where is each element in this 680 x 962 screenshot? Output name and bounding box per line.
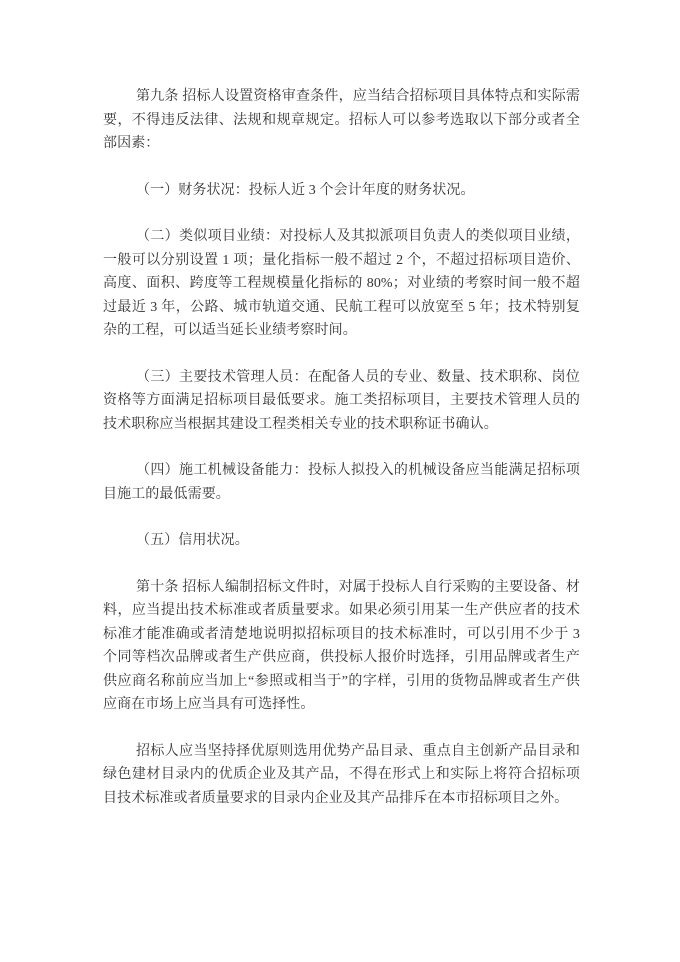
paragraph-item-4-construction-equipment: （四）施工机械设备能力：投标人拟投入的机械设备应当能满足招标项目施工的最低需要。	[103, 463, 580, 502]
paragraph-item-3-key-technical-staff: （三）主要技术管理人员：在配备人员的专业、数量、技术职称、岗位资格等方面满足招标项目最低要求。施工类招标项目，主要技术管理人员的技术职称应当根据其建设工程类相关专业的技术职称证书确认。	[103, 369, 580, 432]
paragraph-item-1-finance: （一）财务状况：投标人近 3 个会计年度的财务状况。	[136, 182, 475, 198]
paragraph-article-10-catalog-preference: 招标人应当坚持择优原则选用优势产品目录、重点自主创新产品目录和绿色建材目录内的优质企业及其产品，不得在形式上和实际上将符合招标项目技术标准或者质量要求的目录内企业及其产品排斥在本市招标项目之外。	[103, 743, 580, 806]
paragraph-article-10-main: 第十条 招标人编制招标文件时，对属于投标人自行采购的主要设备、材料，应当提出技术标准或者质量要求。如果必须引用某一生产供应者的技术标准才能准确或者清楚地说明拟招标项目的技术标准时，可以引用不少于 3 个同等档次品牌或者生产供应商，供投标人报价时选择，引用品牌或者生产供应商名称前应当加上“参照或相当于”的字样，引用的货物品牌或者生产供应商在市场上应当具有可选择性。	[103, 579, 580, 712]
paragraph-article-9-intro: 第九条 招标人设置资格审查条件，应当结合招标项目具体特点和实际需要，不得违反法律、法规和规章规定。招标人可以参考选取以下部分或者全部因素：	[103, 89, 580, 151]
paragraph-item-2-similar-project-performance: （二）类似项目业绩：对投标人及其拟派项目负责人的类似项目业绩，一般可以分别设置 1 项；量化指标一般不超过 2 个，不超过招标项目造价、高度、面积、跨度等工程规模量化指标的 80%；对业绩的考察时间一般不超过最近 3 年，公路、城市轨道交通、民航工程可以放宽至 5 年；技术特别复杂的工程，可以适当延长业绩考察时间。	[103, 229, 580, 338]
document-body	[103, 85, 580, 810]
paragraph-item-5-credit-status: （五）信用状况。	[136, 533, 249, 548]
